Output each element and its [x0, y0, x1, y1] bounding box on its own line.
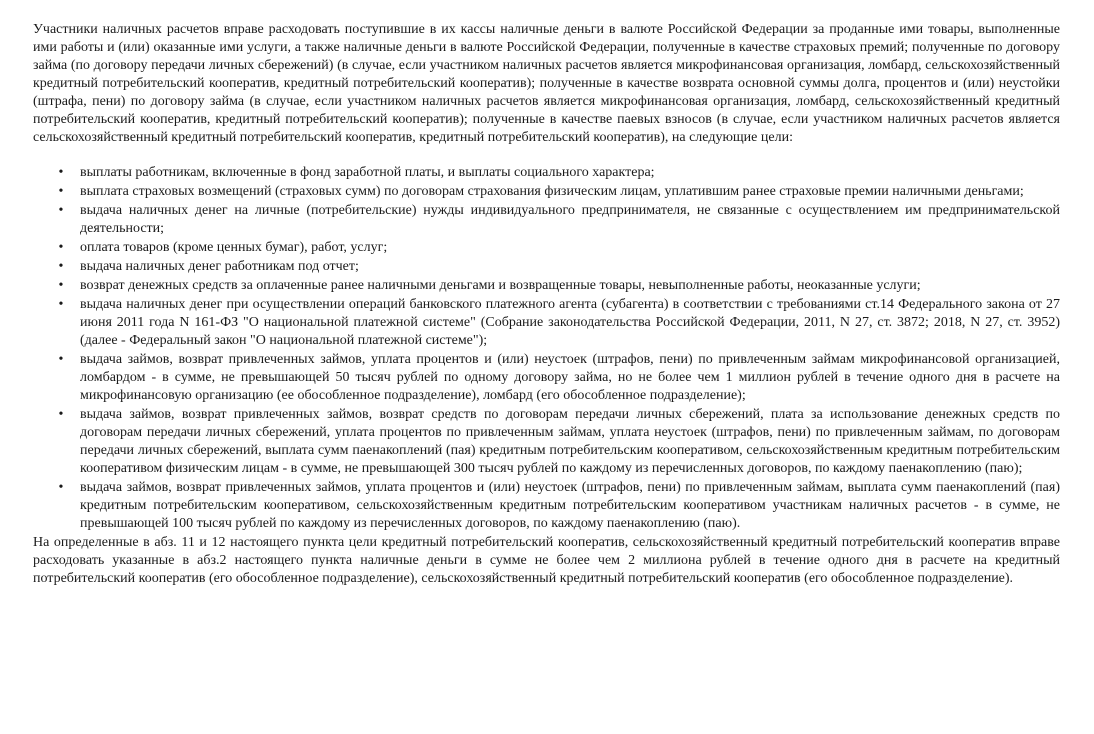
list-item-text: выплаты работникам, включенные в фонд заработной платы, и выплаты социального характера; — [80, 165, 655, 180]
list-item-text: выплата страховых возмещений (страховых сумм) по договорам страхования физическим лицам, уплатившим ранее страховые премии наличными деньгами; — [80, 184, 1024, 199]
bullet-icon: • — [58, 480, 64, 495]
bullet-icon: • — [58, 184, 64, 199]
bullet-icon: • — [58, 352, 64, 367]
list-item-text: выдача наличных денег на личные (потребительские) нужды индивидуального предпринимателя, не связанные с осуществлением им предпринимательской деятельности; — [80, 203, 1060, 236]
bullet-icon: • — [58, 278, 64, 293]
bullet-icon: • — [58, 407, 64, 422]
list-item — [58, 183, 1060, 201]
list-item-text: оплата товаров (кроме ценных бумаг), работ, услуг; — [80, 240, 388, 255]
list-item-text: выдача займов, возврат привлеченных займов, уплата процентов и (или) неустоек (штрафов, пени) по привлеченным займам, выплата сумм паенакоплений (пая) кредитным потребительским кооперативом, сельскохозяйственным кредитным потребительским кооперативом участникам наличных расчетов - в сумме, не превышающей 100 тысяч рублей по каждому из перечисленных договоров, по каждому паенакоплению (паю). — [80, 480, 1060, 531]
intro-paragraph: Участники наличных расчетов вправе расходовать поступившие в их кассы наличные деньги в валюте Российской Федерации за проданные ими товары, выполненные ими работы и (или) оказанные ими услуги, а также наличные деньги в валюте Российской Федерации, полученные в качестве страховых премий; полученные по договору займа (по договору передачи личных сбережений) (в случае, если участником наличных расчетов является микрофинансовая организация, ломбард, сельскохозяйственный кредитный потребительский кооператив, кредитный потребительский кооператив); полученные в качестве возврата основной суммы долга, процентов и (или) неустойки (штрафа, пени) по договору займа (в случае, если участником наличных расчетов является микрофинансовая организация, ломбард, сельскохозяйственный кредитный потребительский кооператив, кредитный потребительский кооператив); полученные в качестве паевых взносов (в случае, если участником наличных расчетов является сельскохозяйственный кредитный потребительский кооператив, кредитный потребительский кооператив), на следующие цели: — [33, 22, 1060, 145]
list-item-text: возврат денежных средств за оплаченные ранее наличными деньгами и возвращенные товары, невыполненные работы, неоказанные услуги; — [80, 278, 921, 293]
document-body — [33, 21, 1060, 588]
list-item — [58, 406, 1060, 478]
list-item — [58, 296, 1060, 350]
list-item — [58, 351, 1060, 405]
bullet-icon: • — [58, 240, 64, 255]
list-item-text: выдача займов, возврат привлеченных займов, уплата процентов и (или) неустоек (штрафов, пени) по привлеченным займам микрофинансовой организацией, ломбардом - в сумме, не превышающей 50 тысяч рублей по одному договору займа, но не более чем 1 миллион рублей в течение одного дня в расчете на микрофинансовую организацию (ее обособленное подразделение), ломбард (его обособленное подразделение); — [80, 352, 1060, 403]
list-item-text: выдача наличных денег работникам под отчет; — [80, 259, 359, 274]
purposes-list — [33, 164, 1060, 533]
bullet-icon: • — [58, 165, 64, 180]
list-item-text: выдача наличных денег при осуществлении операций банковского платежного агента (субагента) в соответствии с требованиями ст.14 Федерального закона от 27 июня 2011 года N 161-ФЗ "О национальной платежной системе" (Собрание законодательства Российской Федерации, 2011, N 27, ст. 3872; 2018, N 27, ст. 3952) (далее - Федеральный закон "О национальной платежной системе"); — [80, 297, 1060, 348]
bullet-icon: • — [58, 203, 64, 218]
list-item — [58, 479, 1060, 533]
bullet-icon: • — [58, 259, 64, 274]
list-item — [58, 258, 1060, 276]
bullet-icon: • — [58, 297, 64, 312]
list-item — [58, 277, 1060, 295]
list-item — [58, 164, 1060, 182]
closing-paragraph: На определенные в абз. 11 и 12 настоящего пункта цели кредитный потребительский кооператив, сельскохозяйственный кредитный потребительский кооператив вправе расходовать указанные в абз.2 настоящего пункта наличные деньги в сумме не более чем 2 миллиона рублей в течение одного дня в расчете на кредитный потребительский кооператив (его обособленное подразделение), сельскохозяйственный кредитный потребительский кооператив (его обособленное подразделение). — [33, 535, 1060, 586]
list-item — [58, 202, 1060, 238]
list-item-text: выдача займов, возврат привлеченных займов, возврат средств по договорам передачи личных сбережений, плата за использование денежных средств по договорам передачи личных сбережений, уплата процентов по привлеченным займам, уплата неустоек (штрафов, пени) по привлеченным займам, по договорам передачи личных сбережений, выплата сумм паенакоплений (пая) кредитным потребительским кооперативом, сельскохозяйственным кредитным потребительским кооперативом физическим лицам - в сумме, не превышающей 300 тысяч рублей по каждому из перечисленных договоров, по каждому паенакоплению (паю); — [80, 407, 1060, 476]
list-item — [58, 239, 1060, 257]
